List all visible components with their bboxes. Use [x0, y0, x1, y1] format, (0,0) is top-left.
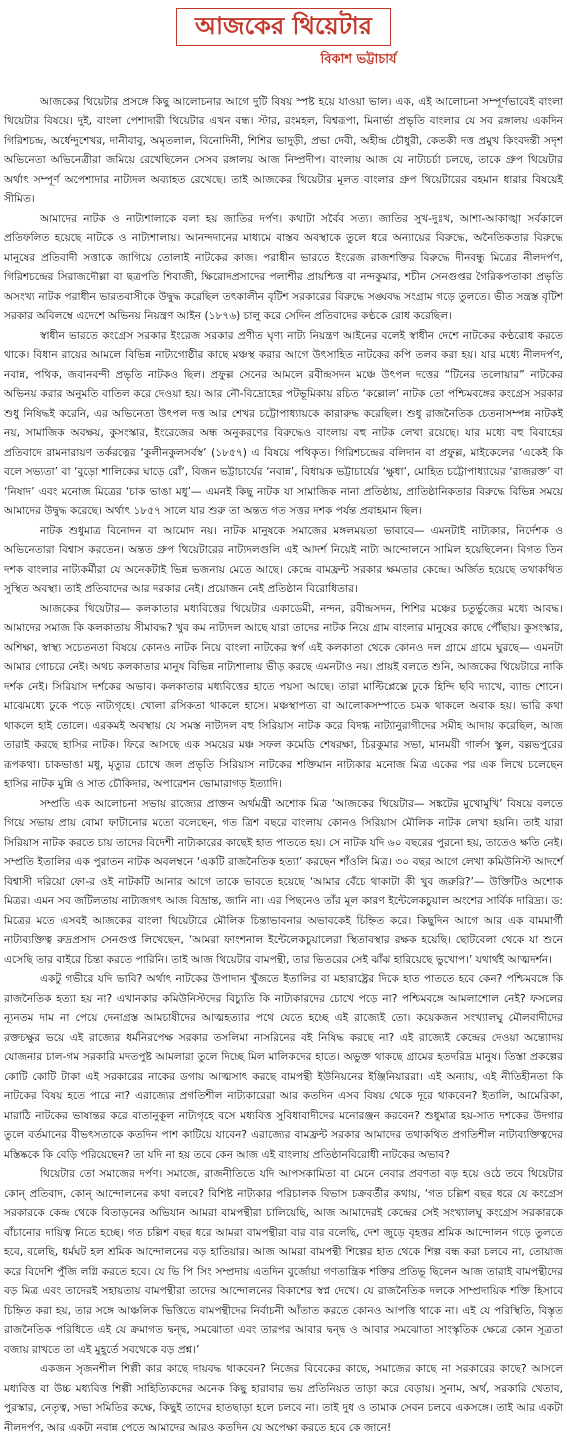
title-wrap	[0, 0, 567, 46]
paragraph: নাটক শুধুমাত্র বিনোদন বা আমোদ নয়। নাটক মানুষকে সমাজের মঙ্গলময়তা ভাবাবে— এমনটাই নাট্যকার, নির্দেশক ও অভিনেতারা বিশ্বাস করতেন। অন্তত গ্রুপ থিয়েটারের নাট্যদলগুলি এই আদর্শ নিয়েই নাট্য আন্দোলনে সামিল হয়েছিলেন। বিগত তিন দশক বাংলার নাট্যকর্মীরা যে অনেকটাই ভিন্ন ভজনায় মেতে আছে। কেন্দ্রে বামফ্রন্ট সরকার ক্ষমতার কেন্দ্রে। অর্জিত হয়েছে তথাকথিত সুস্থিত অবস্থা। তাই প্রতিবাদের আর দরকার নেই। প্রয়োজন নেই প্রতিষ্ঠান বিরোধিতার।	[4, 524, 563, 596]
paragraph: সম্প্রতি এক আলোচনা সভায় রাজ্যের প্রাক্তন অর্থমন্ত্রী অশোক মিত্র ‘আজকের থিয়েটার— সঙ্কটের মুখোমুখি’ বিষয়ে বলতে গিয়ে সভায় প্রায় বোমা ফাটানোর মতো বলেছেন, গত ত্রিশ বছরে বাংলায় কোনও সিরিয়াস মৌলিক নাটক লেখা হয়নি। তাই যারা সিরিয়াস নাটক করতে চায় তাদের বিদেশী নাট্যকারের কাছেই হাত পাততে হয়। সে নাটক যদি ৬০ বছরের পুরনো হয়, তাতেও ক্ষতি নেই। সম্প্রতি ইতালির এক পুরাতন নাটক অবলম্বনে ‘একটি রাজনৈতিক হত্যা’ করছেন শাঁওলি মিত্র। ৩০ বছর আগে লেখা কমিউনিস্ট আদর্শে বিশ্বাসী দরিয়ো ফো-র ওই নাটকটি আনার আগে তাকে ভাবতে হয়েছে ‘আমার বেঁচে থাকাটা কী খুব জরুরি?’— উক্তিটিও অশোক মিত্রর। এমন সব জটিলতায় নাট্যজগৎ আজ বিভ্রান্ত, জানি না। এর পিছনেও তাঁর মূল কারণ ইন্টেলেকচুয়াল অংশের সার্বিক দারিদ্র্য। ড: মিত্রের মতে এসবই আজকের বাংলা থিয়েটারে মৌলিক চিন্তাভাবনার অভাবকেই চিহ্নিত করে। কিছুদিন আগে আর এক বামমার্গী নাট্যব্যক্তিত্ব রুদ্রপ্রসাদ সেনগুপ্ত লিখেছেন, ‘আমরা ফাংশনাল ইন্টেলেকচুয়ালেরা স্থিতাবস্থার রক্ষক হয়েছি। ছোটবেলা থেকে যা শুনে এসেছি তার বাইরে চিন্তা করতে পারিনি। তাই আজ থিয়েটার বামপন্থী, তার ভিতরের সেই ঝাঁঝ হারিয়েছে ভুখোপ।’ যথার্থই আত্মদর্শন।	[4, 797, 563, 966]
paragraph: থিয়েটার তো সমাজের দর্পণ। সমাজে, রাজনীতিতে যদি আপসকামিতা বা মেনে নেবার প্রবণতা বড় হয়ে ওঠে তবে থিয়েটার কোন্ প্রতিবাদ, কোন্ আন্দোলনের কথা বলবে? বিশিষ্ট নাট্যকার পরিচালক বিভাস চক্রবর্তীর কথায়, ‘গত চল্লিশ বছর ধরে যে কংগ্রেস সরকারকে কেন্দ্র থেকে বিতাড়নের অভিযান আমরা বামপন্থীরা চালিয়েছি, আজ আমাদেরই কেন্দ্রের সেই সংখ্যালঘু কংগ্রেস সরকারকে বাঁচানোর দায়িত্ব নিতে হচ্ছে। গত চল্লিশ বছর ধরে আমরা বামপন্থীরা বার বার বলেছি, দেশ জুড়ে বৃহত্তর শ্রমিক আন্দোলন গড়ে তুলতে হবে, বলেছি, ধর্মঘট হল শ্রমিক আন্দোলনের বড় হাতিয়ার। আজ আমরা বামপন্থী শিল্পের হাত থেকে শিল্প বন্ধ করা চলবে না, তোয়াজ করে বিদেশি পুঁজি লগ্নি করতে হবে। যে ভি পি সিং সম্প্রদায় এতদিন বুর্জোয়া গণতান্ত্রিক শক্তির প্রতিভূ ছিলেন আজ তারাই বামপন্থীদের বড় মিত্র এবং তাদেরই সহায়তায় বামপন্থীরা তাদের আন্দোলনের বিকাশের স্বপ্ন দেখে। যে রাজনৈতিক দলকে সাম্প্রদায়িক শক্তি হিসাবে চিহ্নিত করা হয়, তার সঙ্গে আঞ্চলিক ভিত্তিতে বামপন্থীদের নির্বাচনী আঁতাত করতে কোনও আপত্তি থাকে না। এই যে পরিস্থিতি, বিস্তৃত রাজনৈতিক পরিধিতে এই যে ক্রমাগত দ্বন্দ্ব, সমঝোতা এবং তারপর আবার দ্বন্দ্ব ও আবার সমঝোতা সাংস্কৃতিক ক্ষেত্রে কোন সূত্রতা বজায় রাখতে তা এই মুহূর্তে সবথেকে বড় প্রশ্ন।’	[4, 1168, 563, 1356]
paragraph: একটু গভীরে যদি ভাবি? অর্থাৎ নাটকের উপাদান খুঁজতে ইতালির বা মহারাষ্ট্রের দিকে হাত পাততে হবে কেন? পশ্চিমবঙ্গে কি রাজনৈতিক হত্যা হয় না? এখানকার কমিউনিস্টদের বিচ্যুতি কি নাট্যকারদের চোখে পড়ে না? পশ্চিমবঙ্গে আমলাশোল নেই? ফসলের ন্যূনতম দাম না পেয়ে দেনাগ্রস্ত আমচাষীদের আত্মহত্যার পথে যেতে হচ্ছে এই রাজ্যেই তো। কয়েকজন সংখ্যালঘু মৌলবাদীদের রক্তচক্ষুর ভয়ে এই রাজ্যের ধর্মনিরপেক্ষ সরকার তসলিমা নাসরিনের বই নিষিদ্ধ করছে না? এই রাজ্যেই কেন্দ্রের দেওয়া অন্ত্যোদয় যোজনার চাল-গম সরকারি মদতপুষ্ট আমলারা তুলে দিচ্ছে মিল মালিকদের হাতে। অভুক্ত থাকছে গ্রামের হতদরিদ্র মানুষ। তিস্তা প্রকল্পের কোটি কোটি টাকা এই সরকারের নাকের ডগায় আত্মসাৎ করছে বামপন্থী ইউনিয়নের ইঞ্জিনিয়াররা। এই অন্যায়, এই নীতিহীনতা কি নাটকের বিষয় হতে পারে না? এরাজ্যের প্রগতিশীল নাট্যকারেরা আর কতদিন এসব বিষয় থেকে দূরে থাকবেন? ইতালি, আমেরিকা, মারাঠি নাটকের ভাষান্তর করে বাতানুকূল নাট্যগৃহে বসে মধ্যবিত্ত সুবিধাবাদীদের মনোরঞ্জন করবেন? শুধুমাত্র হয়-সাত দশকের উদগার তুলে বর্তমানের বীভৎসতাকে কতদিন পাশ কাটিয়ে যাবেন? এরাজ্যের বামফ্রন্ট সরকার আমাদের তথাকথিত প্রগতিশীল নাট্যব্যক্তিত্বদের মস্তিষ্ককে কি বেড়ি পরিয়েছেন? তা যদি না হয় তবে কেন আজ এই বাংলায় প্রতিষ্ঠানবিরোধী নাটকের অভাব?	[4, 973, 563, 1161]
page-title: আজকের থিয়েটার	[176, 8, 391, 46]
paragraph: আজকের থিয়েটার প্রসঙ্গে কিছু আলোচনার আগে দুটি বিষয় স্পষ্ট হয়ে যাওয়া ভাল। এক, এই আলোচনা সম্পূর্ণভাবেই বাংলা থিয়েটার বিষয়ে। দুই, বাংলা পেশাদারী থিয়েটার এখন বন্ধ। স্টার, রংমহল, বিশ্বরূপা, মিনার্ভা প্রভৃতি বাংলার যে সব রঙ্গালয় একদিন গিরিশচন্দ্র, অর্ধেন্দুশেখর, দানীবাবু, অমৃতলাল, বিনোদিনী, শিশির ভাদুড়ী, প্রভা দেবী, অহীন্দ্র চৌধুরী, কেতকী দত্ত প্রমুখ কিংবদন্তী সদৃশ অভিনেতা অভিনেত্রীরা জমিয়ে রেখেছিলেন সেসব রঙ্গালয় আজ নিষ্প্রদীপ। বাংলায় আজ যে নাট্যচর্চা চলছে, তাকে গ্রুপ থিয়েটার অর্থাৎ সম্পূর্ণ অপেশাদার নাট্যদল অব্যাহত রেখেছে। তাই আজকের থিয়েটার মূলত বাংলার গ্রুপ থিয়েটারের বহমান ধারার বিষয়েই সীমিত।	[4, 95, 563, 206]
paragraph: আজকের থিয়েটার— কলকাতার মধ্যবিত্তের থিয়েটার একাডেমী, নন্দন, রবীন্দ্রসদন, শিশির মঞ্চের চতুর্ভুজের মধ্যে আবদ্ধ। আমাদের সমাজ কি কলকাতায় সীমাবদ্ধ? খুব কম নাট্যদল আছে যারা তাদের নাটক নিয়ে গ্রাম বাংলার মানুষের কাছে পৌঁছায়। কুসংস্কার, অশিক্ষা, স্বাস্থ্য সচেতনতা বিষয়ে কোনও নাটক নিয়ে বাংলা নাটকের স্বর্গ এই কলকাতা থেকে কোনও দল গ্রামে গ্রামে ঘুরছে— এমনটা আমার গোচরে নেই। অথচ কলকাতার মানুষ বিভিন্ন নাট্যশালায় ভীড় করছে এমনটাও নয়। প্রায়ই বলতে শুনি, আজকের থিয়েটারে নাকি দর্শক নেই। সিরিয়াস দর্শকের অভাব। কলকাতার মধ্যবিত্তের হাতে পয়সা আছে। তারা মাল্টিপ্লেক্সে ঢুকে হিন্দি ছবি দ্যাখে, ব্যান্ড শোনে। মাঝেমধ্যে ঢুকে পড়ে নাট্যগৃহে। খোলা রসিকতা থাকলে হাসে। মঞ্চস্থাপত্য বা আলোকসম্পাতে চমক থাকলে অবাক হয়। ভারি কথা থাকলে হাই তোলে। এরকমই অবস্থায় যে সমস্ত নাট্যদল বহু সিরিয়াস নাটক করে বিদগ্ধ নাট্যানুরাগীদের সমীহ আদায় করেছিল, আজ তারাই করছে হাসির নাটক। ফিরে আসছে এক সময়ের মঞ্চ সফল কমেডি শেষরক্ষা, চিরকুমার সভা, মানময়ী গার্লস স্কুল, বল্লভপুরের রূপকথা। চাকভাঙা মধু, মৃত্যুর চোখে জল প্রভৃতি সিরিয়াস নাটকের শক্তিমান নাট্যকার মনোজ মিত্র একের পর এক লিখে চলেছেন হাসির নাটক মুন্নি ও সাত চৌকিদার, অপারেশন ভোমারাগড় ইত্যাদি।	[4, 602, 563, 791]
author-name: বিকাশ ভট্টাচার্য	[320, 51, 397, 67]
paragraph: আমাদের নাটক ও নাট্যশালাকে বলা হয় জাতির দর্পণ। কথাটা সর্বৈব সত্য। জাতির সুখ-দুঃখ, আশা-আকাঙ্খা সর্বকালে প্রতিফলিত হয়েছে নাটকে ও নাট্যশালায়। আনন্দদানের মাধ্যমে বাস্তব অবস্থাকে তুলে ধরে অন্যায়ের বিরুদ্ধে, অনৈতিকতার বিরুদ্ধে মানুষের প্রতিবাদী সত্তাকে জাগিয়ে তোলাই নাটকের কাজ। পরাধীন ভারতে ইংরেজ রাজশক্তির বিরুদ্ধে দীনবন্ধু মিত্রের নীলদর্পণ, গিরিশচন্দ্রের সিরাজদৌল্লা বা ছত্রপতি শিবাজী, ক্ষিরোদপ্রসাদের পলাশীর প্রায়শ্চিত্ত বা নন্দকুমার, শচীন সেনগুপ্তর গৈরিকপতাকা প্রভৃতি অসংখ্য নাটক পরাধীন ভারতবাসীকে উদ্বুদ্ধ করেছিল তৎকালীন বৃটিশ সরকারের বিরুদ্ধে সঙ্ঘবদ্ধ সংগ্রাম গড়ে তুলতে। ভীত সন্ত্রস্ত বৃটিশ সরকার অবিলম্বে এদেশে অভিনয় নিয়ন্ত্রণ আইন (১৮৭৬) চালু করে সেদিন প্রতিবাদের কণ্ঠকে রোধ করেছিল।	[4, 212, 563, 323]
article-body	[4, 93, 563, 1438]
paragraph: স্বাধীন ভারতে কংগ্রেস সরকার ইংরেজ সরকার প্রণীত ঘৃণ্য নাট্য নিয়ন্ত্রণ আইনের বলেই স্বাধীন দেশে নাটকের কণ্ঠরোধ করতে থাকে। বিধান রায়ের আমলে বিভিন্ন নাট্যগোষ্ঠীর কাছে মঞ্চস্থ করার আগে উৎসাহিত নাটকের কপি তলব করা হয়। যার মধ্যে নীলদর্পণ, নবান্ন, পথিক, জবানবন্দী প্রভৃতি নাটকও ছিল। প্রফুল্ল সেনের আমলে রবীন্দ্রসদন মঞ্চে উৎপল দত্তের “টিনের তলোয়ার” নাটকের অভিনয় করার অনুমতি বাতিল করে দেওয়া হয়। আর নৌ-বিদ্রোহের পটভূমিকায় রচিত ‘কল্লোল’ নাটক তো পশ্চিমবঙ্গের কংগ্রেস সরকার শুধু নিষিদ্ধই করেনি, এর অভিনেতা উৎপল দত্ত আর শেখর চট্টোপাধ্যায়কে কারারুদ্ধ করেছিল। শুধু রাজনৈতিক চেতনাসম্পন্ন নাটকই নয়, সামাজিক অবক্ষয়, কুসংস্কার, ইংরেজের অন্ধ অনুকরণের বিরুদ্ধেও বাংলায় বহু নাটক লেখা রয়েছে। যার মধ্যে বহু বিবাহের প্রতিবাদে রামনারায়ণ তর্করত্নের ‘কুলীনকুলসর্বস্ব’ (১৮৫৭) এ বিষয়ে পথিকৃত। গিরিশচন্দ্রের বলিদান বা প্রফুল্ল, মাইকেলের ‘একেই কি বলে সভ্যতা’ বা ‘বুড়ো শালিকের ঘাড়ে রোঁ’, বিজন ভট্টাচার্যের ‘নবান্ন’, বিধায়ক ভট্টাচার্যের ‘ক্ষুধা’, মোহিত চট্টোপাধ্যায়ের ‘রাজরক্ত’ বা ‘নিষাদ’ এবং মনোজ মিত্রের ‘চাক ভাঙা মধু’— এমনই কিছু নাটক যা সামাজিক নানা প্রতিষ্ঠায়, প্রাতিষ্ঠানিকতার বিরুদ্ধে বিভিন্ন সময়ে আমাদের উদ্বুদ্ধ করেছে। অর্থাৎ ১৮৫৭ সালে যার শুরু তা অন্তত গত সত্তর দশক পর্যন্ত প্রবাহমান ছিল।	[4, 329, 563, 518]
paragraph: একজন সৃজনশীল শিল্পী কার কাছে দায়বদ্ধ থাকবেন? নিজের বিবেকের কাছে, সমাজের কাছে না সরকারের কাছে? আসলে মধ্যবিত্ত বা উচ্চ মধ্যবিত্ত শিল্পী সাহিত্যিকদের অনেক কিছু হারাবার ভয় প্রতিনিয়ত তাড়া করে বেড়ায়। সুনাম, অর্থ, সরকারি খেতাব, পুরস্কার, নেতৃত্ব, সভা সমিতির কক্ষে, কিছুই তাদের হাতছাড়া হলে চলবে না। তাই দুধ ও তামাক সেবন চলবে একসঙ্গে। তাই আর একটা নীলদর্পণ, আর একটা নবান্ন পেতে আমাদের আরও কতদিন যে অপেক্ষা করতে হবে কে জানে!	[4, 1363, 563, 1434]
